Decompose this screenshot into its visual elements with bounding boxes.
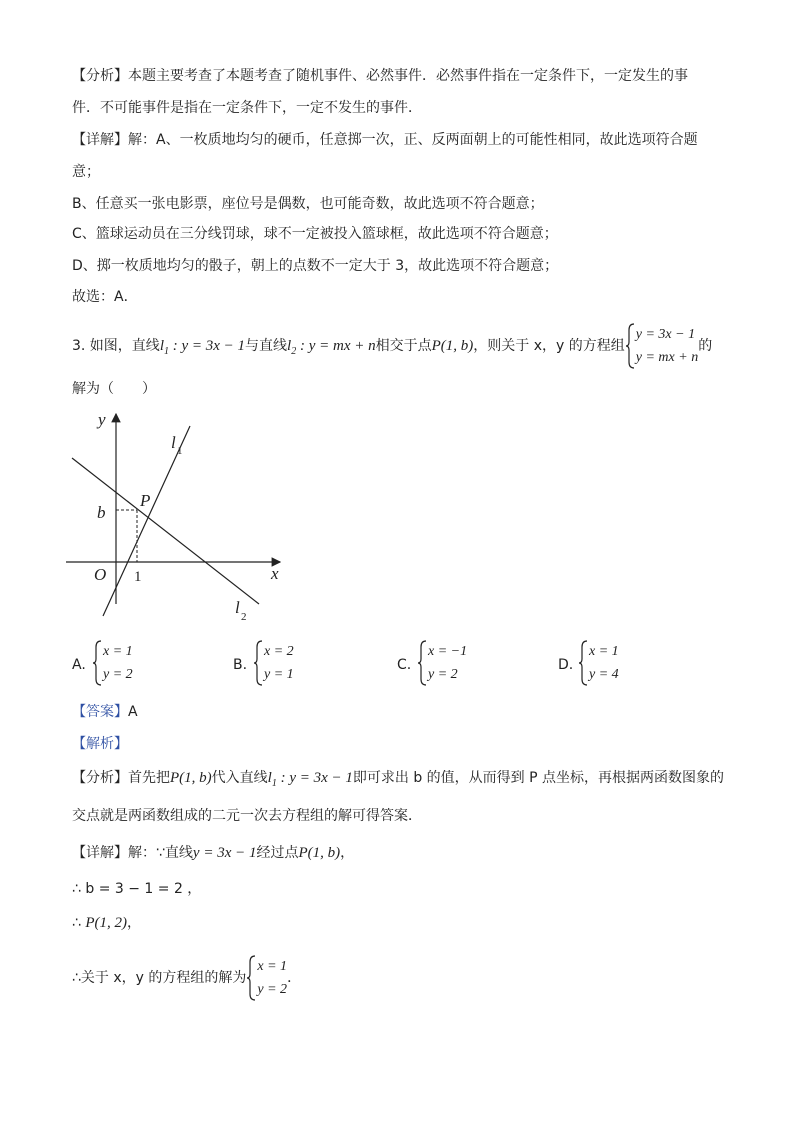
detail-2-line-2: ∴ b = 3 − 1 = 2 ，	[72, 881, 202, 897]
solution-system	[246, 955, 287, 1001]
detail-2-post: ，	[340, 845, 355, 861]
option-c-row-2: y = 2	[428, 667, 458, 682]
analysis-2-line-sub: 1	[271, 777, 277, 789]
system-row-1: y = 3x − 1	[635, 327, 696, 342]
solution-row-2: y = 2	[257, 982, 288, 997]
coordinate-graph	[66, 408, 296, 630]
line2-name: l	[287, 338, 292, 354]
detail-2-comma: ，	[127, 915, 142, 931]
analysis-2-point: P(1, b)	[170, 770, 212, 786]
line1-sub: 1	[163, 345, 169, 357]
choice-line: 故选：A．	[72, 289, 138, 305]
option-c-system	[417, 640, 467, 686]
point-p: P(1, b)	[431, 338, 474, 354]
detail-2-pre: 【详解】解：∵直线	[72, 845, 193, 861]
line2-equation: y = mx + n	[308, 338, 376, 354]
option-a-row-2: y = 2	[103, 667, 133, 682]
analysis-2-pre: 【分析】首先把	[72, 770, 170, 786]
option-a-label: A.	[72, 657, 86, 673]
option-d-system	[578, 640, 619, 686]
detail-line-1: 【详解】解：A、一枚质地均匀的硬币，任意掷一次，正、反两面朝上的可能性相同，故此选项符合题	[72, 132, 698, 148]
option-d-row-1: x = 1	[589, 644, 619, 659]
option-b-system	[253, 640, 294, 686]
answer-line	[72, 703, 138, 721]
analysis-2-post: 即可求出 b 的值，从而得到 P 点坐标，再根据两函数图象的	[352, 770, 725, 786]
line1-name: l	[159, 338, 164, 354]
brace-icon	[578, 640, 588, 686]
l1-label: l	[171, 433, 176, 452]
analysis-2-mid: 代入直线	[211, 770, 268, 786]
option-b-label: B.	[233, 657, 248, 673]
solution-row-1: x = 1	[257, 959, 288, 974]
option-c-label: C.	[397, 657, 412, 673]
option-b-row-2: y = 1	[264, 667, 294, 682]
origin-label: O	[94, 565, 107, 584]
analysis-line-2: 件．不可能事件是指在一定条件下，一定不发生的事件．	[72, 100, 422, 116]
question-prefix: 3. 如图，直线	[72, 338, 160, 354]
option-c-row-1: x = −1	[428, 644, 468, 659]
x-axis-label: x	[271, 564, 279, 583]
analysis-2-line-2: 交点就是两函数组成的二元一次去方程组的解可得答案．	[72, 808, 422, 824]
option-a-system	[92, 640, 133, 686]
question-intersect: 相交于点	[375, 338, 432, 354]
detail-2-therefore: ∴	[72, 915, 86, 931]
detail-line-c: C、篮球运动员在三分线罚球，球不一定被投入篮球框，故此选项不符合题意；	[72, 226, 558, 242]
l1-subscript: 1	[177, 445, 183, 457]
detail-2-line-1	[72, 844, 354, 862]
analysis-2-line-1: 【分析】首先把P(1, b)代入直线$l_1$ : y = 3x − 1即可求出 b 的值，从而得到 P 点坐标，再根据两函数图象的	[72, 770, 725, 789]
detail-2-period: ．	[287, 970, 302, 986]
option-d-label: D.	[558, 657, 574, 673]
detail-2-line-3	[72, 914, 141, 932]
answer-tag: 【答案】	[72, 704, 128, 720]
question-about: ，则关于 x，y 的方程组	[473, 338, 625, 354]
equation-system	[625, 323, 698, 369]
detail-2-point: P(1, b)	[298, 845, 341, 861]
jiexi-tag: 【解析】	[72, 736, 128, 752]
analysis-line-1: 【分析】本题主要考查了本题考查了随机事件、必然事件．必然事件指在一定条件下，一定发生的事	[72, 68, 688, 84]
l2-subscript: 2	[241, 611, 247, 623]
one-label: 1	[134, 569, 142, 585]
question-middle: 与直线	[245, 338, 288, 354]
system-row-2: y = mx + n	[635, 350, 699, 365]
detail-2-mid: 经过点	[256, 845, 299, 861]
option-a-row-1: x = 1	[103, 644, 133, 659]
option-d-row-2: y = 4	[589, 667, 619, 682]
detail-2-line-4	[72, 955, 301, 1001]
detail-2-point-value: P(1, 2)	[85, 915, 128, 931]
detail-2-conclusion: ∴关于 x，y 的方程组的解为	[72, 970, 247, 986]
analysis-2-line-name: l	[267, 770, 272, 786]
brace-icon	[625, 323, 635, 369]
analysis-2-equation: y = 3x − 1	[289, 770, 353, 786]
brace-icon	[417, 640, 427, 686]
option-b-row-1: x = 2	[264, 644, 294, 659]
question-3: 3. 如图，直线$l_1$ : y = 3x − 1与直线$l_2$ : y = mx + n相交于点P(1, b)，则关于 x，y 的方程组 y = 3x − 1 y = mx + n 的	[72, 323, 712, 375]
brace-icon	[92, 640, 102, 686]
p-label: P	[140, 491, 151, 510]
detail-line-d: D、掷一枚质地均匀的骰子，朝上的点数不一定大于 3，故此选项不符合题意；	[72, 258, 559, 274]
brace-icon	[246, 955, 256, 1001]
line1-equation: y = 3x − 1	[181, 338, 246, 354]
l2-label: l	[235, 598, 240, 617]
detail-line-2: 意；	[72, 164, 100, 180]
b-label: b	[97, 503, 106, 522]
answer-value: A	[128, 704, 138, 720]
question-3-line-2: 解为（ ）	[72, 381, 156, 397]
detail-line-b: B、任意买一张电影票，座位号是偶数，也可能奇数，故此选项不符合题意；	[72, 196, 544, 212]
y-axis-label: y	[98, 410, 106, 429]
line2-sub: 2	[291, 345, 297, 357]
brace-icon	[253, 640, 263, 686]
detail-2-equation: y = 3x − 1	[192, 845, 257, 861]
question-de: 的	[698, 338, 713, 354]
